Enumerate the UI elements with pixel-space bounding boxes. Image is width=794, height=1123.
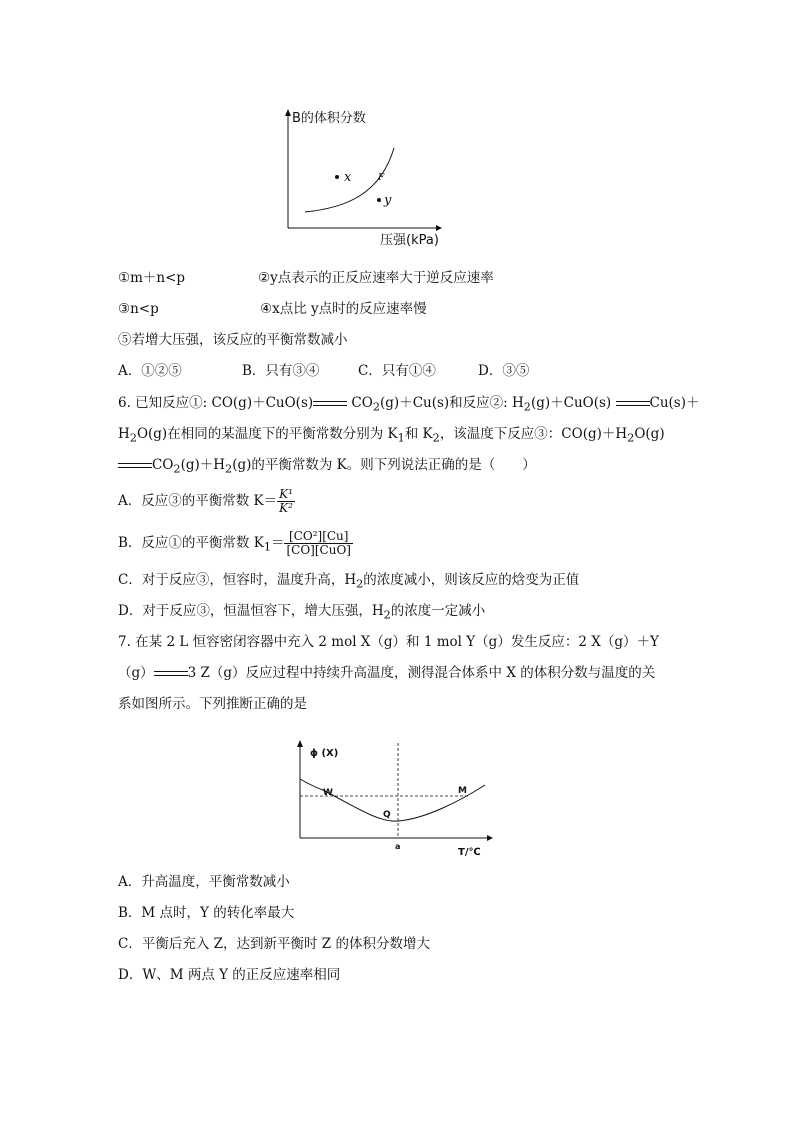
q6-option-d-b: 的浓度一定减小: [390, 603, 486, 619]
q6-l1b-sub: 2: [372, 400, 381, 414]
q5-option-d-wrap: [478, 361, 529, 381]
q6-l1c-sub: 2: [523, 400, 531, 414]
q6-l2b: O(g)在相同的某温度下的平衡常数分别为 K: [136, 426, 398, 442]
q6-l2a: H: [118, 426, 130, 442]
q7-option-b: [118, 903, 294, 923]
q6-l1a: 6. 已知反应①: CO(g)＋CuO(s): [118, 395, 314, 411]
q5-option-c: C．只有①④: [358, 363, 436, 379]
q6-l2e: O(g): [634, 426, 665, 442]
q6-option-d: [118, 601, 485, 626]
q5-stmt-3: [118, 299, 159, 319]
q5-stmt-5: [118, 330, 348, 350]
q5-option-a: A．①②⑤: [118, 363, 182, 379]
q6-line-2: [118, 424, 665, 449]
q6-option-a-text: A．反应③的平衡常数 K＝: [118, 493, 278, 509]
figure-pressure-chart: [270, 100, 470, 250]
q6-l3c: (g)的平衡常数为 K。则下列说法正确的是（ ）: [232, 457, 536, 473]
rising-segment: [300, 779, 325, 791]
q5-option-b: B．只有③④: [242, 363, 320, 379]
q6-option-a: [118, 484, 295, 518]
q6-option-a-fraction: [277, 488, 295, 515]
y-axis-arrow: [285, 109, 291, 116]
q7-option-c: [118, 934, 430, 954]
q6-l1d: (g)＋CuO(s): [530, 395, 616, 411]
q6-l2b-sub: 1: [397, 431, 405, 445]
q6-option-c-b: 的浓度减小，则该反应的焓变为正值: [363, 572, 580, 588]
q5-stmt-5-text: ⑤若增大压强，该反应的平衡常数减小: [118, 332, 348, 348]
point-w-label: W: [323, 788, 333, 798]
q5-stmt-3-text: ③n<p: [118, 301, 159, 317]
q5-stmt-4: [260, 299, 427, 319]
q7-option-c-text: C．平衡后充入 Z，达到新平衡时 Z 的体积分数增大: [118, 936, 430, 952]
q7-l3: 系如图所示。下列推断正确的是: [118, 696, 307, 712]
q6-option-b-eq: ＝: [270, 535, 285, 551]
point-m-label: M: [458, 786, 467, 796]
equilibrium-arrow-icon: [154, 670, 188, 678]
q6-l2d-sub: 2: [627, 431, 635, 445]
x-axis-label: T/℃: [458, 847, 481, 858]
q6-l2c: 和 K: [404, 426, 433, 442]
y-axis-arrow: [297, 740, 303, 747]
q6-l2d: ，该温度下反应③：CO(g)＋H: [439, 426, 628, 442]
q6-l3a-sub: 2: [173, 462, 181, 476]
point-x-label: x: [344, 170, 352, 185]
q7-option-b-text: B．M 点时，Y 的转化率最大: [118, 905, 295, 921]
q7-option-a-text: A．升高温度，平衡常数减小: [118, 874, 290, 890]
q6-option-b: [118, 526, 353, 565]
q6-option-c: [118, 570, 579, 595]
q7-line-1: [118, 632, 659, 652]
equilibrium-arrow-icon: [118, 462, 152, 470]
q6-option-d-sub: 2: [383, 608, 391, 622]
q6-l3b-sub: 2: [225, 462, 233, 476]
q6-l1b: CO: [347, 395, 373, 411]
q7-l1: 7. 在某 2 L 恒容密闭容器中充入 2 mol X（g）和 1 mol Y（g）发生反应：2 X（g）＋Y: [118, 634, 659, 650]
tick-a-label: a: [395, 842, 401, 851]
q7-option-a: [118, 872, 290, 892]
q6-line-3: [118, 455, 536, 480]
q5-stmt-4-text: ④x点比 y点时的反应速率慢: [260, 301, 427, 317]
q5-stmt-1: [118, 268, 185, 288]
q5-option-c-wrap: [358, 361, 436, 381]
x-axis-arrow: [487, 835, 493, 841]
point-x-marker: [335, 175, 339, 179]
q7-l2b: 3 Z（g）反应过程中持续升高温度，测得混合体系中 X 的体积分数与温度的关: [187, 665, 656, 681]
q6-option-d-a: D．对于反应③，恒温恒容下，增大压强，H: [118, 603, 384, 619]
q6-option-c-a: C．对于反应③，恒容时，温度升高，H: [118, 572, 357, 588]
q5-stmt-2: [258, 268, 494, 288]
x-axis-label: 压强(kPa): [380, 233, 439, 248]
q5-options: [118, 361, 182, 381]
q6-option-a-denominator: K²: [279, 501, 293, 515]
q6-option-a-numerator: K¹: [279, 487, 293, 501]
q6-l3a: CO: [152, 457, 174, 473]
curve-label: F: [378, 173, 385, 183]
q6-option-b-sub: 1: [263, 540, 271, 554]
temperature-chart-svg: [285, 735, 500, 860]
q5-option-b-wrap: [242, 361, 319, 381]
q6-l1e: Cu(s)＋: [649, 395, 700, 411]
x-axis-arrow: [436, 225, 442, 231]
q6-l3b: (g)＋H: [180, 457, 226, 473]
point-q-label: Q: [383, 810, 391, 820]
q6-option-b-fraction: [284, 530, 353, 557]
q5-option-d: D．③⑤: [478, 363, 530, 379]
q7-option-d: [118, 965, 340, 985]
q6-option-b-denominator: [CO][CuO]: [286, 543, 351, 557]
y-axis-label: B的体积分数: [292, 111, 366, 126]
q6-l1c: (g)＋Cu(s)和反应②: H: [380, 395, 524, 411]
point-y-marker: [377, 198, 381, 202]
q7-line-3: [118, 694, 307, 714]
q5-stmt-2-text: ②y点表示的正反应速率大于逆反应速率: [258, 270, 494, 286]
q6-line-1: [118, 393, 700, 418]
equilibrium-arrow-icon: [313, 400, 347, 408]
q7-option-d-text: D．W、M 两点 Y 的正反应速率相同: [118, 967, 341, 983]
q6-l2c-sub: 2: [432, 431, 440, 445]
q6-option-b-text: B．反应①的平衡常数 K: [118, 535, 264, 551]
point-y-label: y: [384, 193, 392, 208]
q7-line-2: [118, 663, 655, 683]
q7-l2a: （g）: [118, 665, 154, 681]
equilibrium-arrow-icon: [616, 400, 650, 408]
q6-l2a-sub: 2: [129, 431, 137, 445]
q5-stmt-1-text: ①m＋n<p: [118, 270, 186, 286]
pressure-chart-svg: [270, 100, 470, 250]
q6-option-b-numerator: [CO²][Cu]: [284, 530, 353, 544]
y-axis-label: ϕ (X): [310, 748, 339, 759]
figure-temperature-chart: [285, 735, 500, 860]
q6-option-c-sub: 2: [356, 577, 364, 591]
